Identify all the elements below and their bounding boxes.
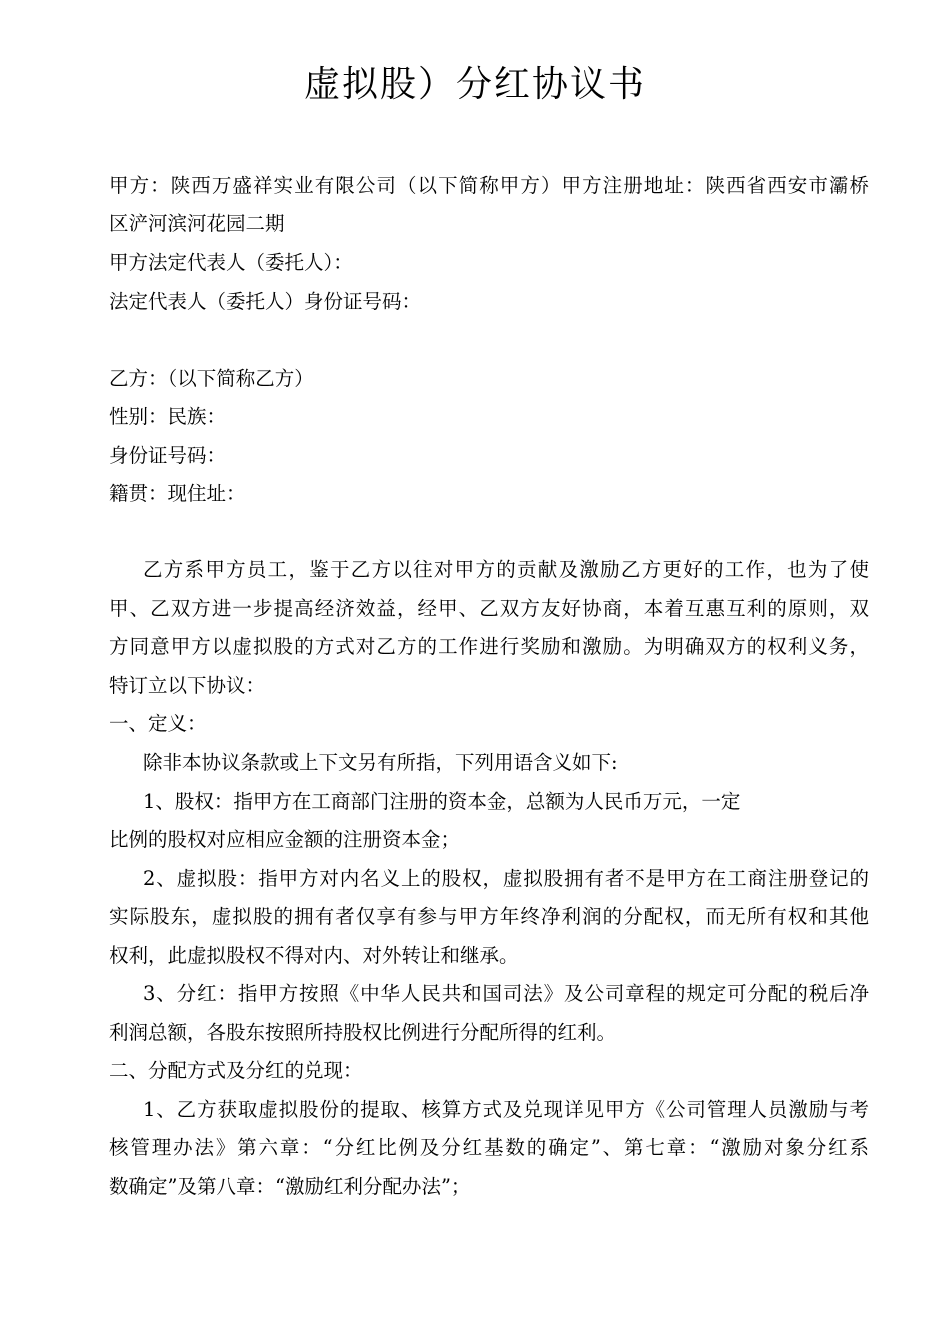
party-b-gender-ethnicity: 性别：民族： <box>109 405 227 428</box>
section-1-heading: 一、定义： <box>109 712 207 735</box>
party-b-line-1: 乙方：（以下简称乙方） <box>109 367 314 390</box>
party-a-representative: 甲方法定代表人（委托人）： <box>109 251 353 274</box>
preamble-line-4: 特订立以下协议： <box>109 674 266 697</box>
section-2-item-1-line-2: 核管理办法》第六章：“分红比例及分红基数的确定”、第七章：“激励对象分红系 <box>109 1136 869 1159</box>
section-1-item-2-line-1: 2、虚拟股：指甲方对内名义上的股权，虚拟股拥有者不是甲方在工商注册登记的 <box>143 867 869 890</box>
section-2-item-1-line-1: 1、乙方获取虚拟股份的提取、核算方式及兑现详见甲方《公司管理人员激励与考 <box>143 1098 869 1121</box>
preamble-line-3: 方同意甲方以虚拟股的方式对乙方的工作进行奖励和激励。为明确双方的权利义务， <box>109 635 869 658</box>
section-1-item-2-line-3: 权利，此虚拟股权不得对内、对外转让和继承。 <box>109 944 519 967</box>
party-a-representative-id: 法定代表人（委托人）身份证号码： <box>109 290 422 313</box>
section-1-item-1-line-1: 1、股权：指甲方在工商部门注册的资本金，总额为人民币万元，一定 <box>143 790 741 813</box>
party-b-origin-address: 籍贯：现住址： <box>109 482 246 505</box>
preamble-line-1: 乙方系甲方员工，鉴于乙方以往对甲方的贡献及激励乙方更好的工作，也为了使 <box>143 558 869 581</box>
party-a-line-2: 区浐河滨河花园二期 <box>109 212 285 235</box>
section-1-item-3-line-1: 3、分红：指甲方按照《中华人民共和国司法》及公司章程的规定可分配的税后净 <box>143 982 869 1005</box>
party-b-id-number: 身份证号码： <box>109 444 227 467</box>
document-title: 虚拟股）分红协议书 <box>303 64 646 105</box>
section-1-item-2-line-2: 实际股东，虚拟股的拥有者仅享有参与甲方年终净利润的分配权，而无所有权和其他 <box>109 905 869 928</box>
section-2-item-1-line-3: 数确定”及第八章：“激励红利分配办法”； <box>109 1175 471 1198</box>
section-2-heading: 二、分配方式及分红的兑现： <box>109 1059 363 1082</box>
section-1-intro: 除非本协议条款或上下文另有所指，下列用语含义如下: <box>143 751 618 774</box>
preamble-line-2: 甲、乙双方进一步提高经济效益，经甲、乙双方友好协商，本着互惠互利的原则，双 <box>109 597 869 620</box>
section-1-item-3-line-2: 利润总额，各股东按照所持股权比例进行分配所得的红利。 <box>109 1021 617 1044</box>
party-a-line-1: 甲方：陕西万盛祥实业有限公司（以下简称甲方）甲方注册地址：陕西省西安市灞桥 <box>109 174 869 197</box>
section-1-item-1-line-2: 比例的股权对应相应金额的注册资本金； <box>109 828 461 851</box>
